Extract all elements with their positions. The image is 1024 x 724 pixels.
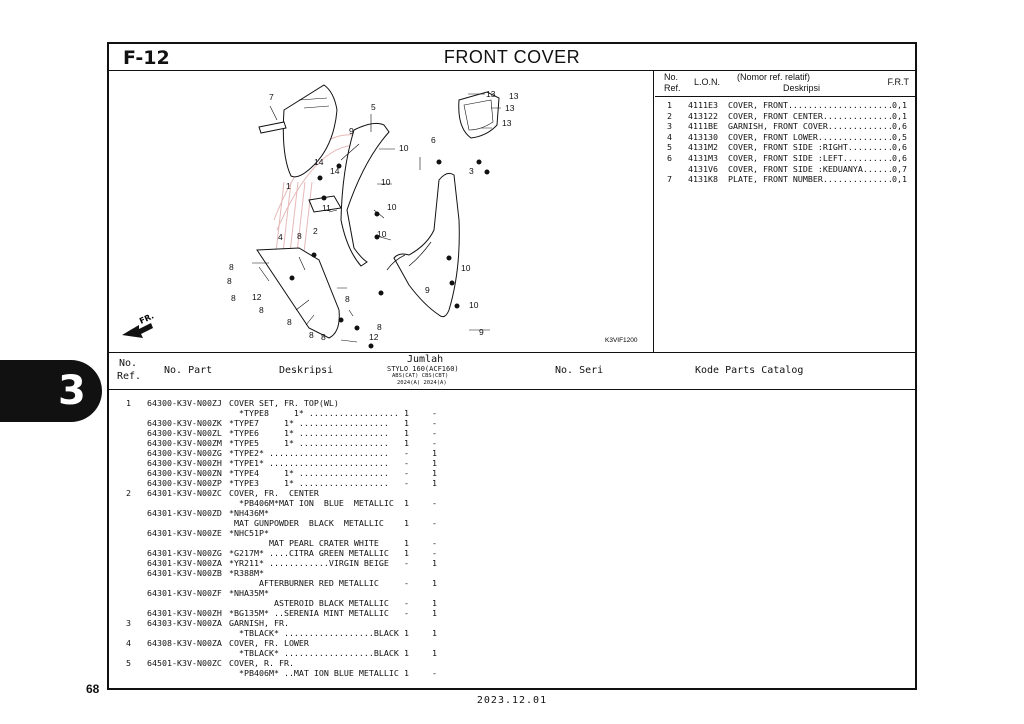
table-row [109, 458, 915, 468]
parts-desc: *TYPE8 1* .................. [229, 408, 399, 418]
reference-no: 1 [667, 100, 672, 110]
th-year: 2024(A) 2024(A) [397, 380, 447, 386]
ref-head-lon: L.O.N. [694, 77, 721, 87]
callout-number: 8 [309, 330, 314, 340]
reference-desc: COVER, FRONT SIDE :KEDUANYA...... [728, 163, 893, 174]
callout-number: 8 [259, 305, 264, 315]
parts-q1: 1 [404, 498, 409, 508]
parts-part: 64303-K3V-N00ZA [147, 618, 222, 628]
parts-part: 64308-K3V-N00ZA [147, 638, 222, 648]
table-row [109, 568, 915, 578]
table-row [109, 538, 915, 548]
callout-number: 10 [399, 143, 409, 153]
table-row [109, 598, 915, 608]
ref-head-desc: Deskripsi [783, 83, 821, 93]
parts-part: 64301-K3V-N00ZE [147, 528, 222, 538]
reference-lon: 4111BE [688, 121, 718, 132]
reference-no: 5 [667, 142, 672, 153]
reference-row [655, 174, 917, 185]
reference-lon: 4111E3 [688, 100, 718, 110]
parts-q1: - [404, 558, 409, 568]
reference-lon: 413122 [688, 110, 718, 121]
parts-desc: *NH436M* [229, 508, 269, 518]
part-front-cover [283, 85, 337, 177]
table-row [109, 498, 915, 508]
parts-desc: *G217M* ....CITRA GREEN METALLIC [229, 548, 389, 558]
callout-number: 13 [505, 103, 515, 113]
parts-part: 64300-K3V-N00ZH [147, 458, 222, 468]
front-direction-label: FR. [138, 311, 156, 326]
parts-desc: *BG135M* ..SERENIA MINT METALLIC [229, 608, 389, 618]
callout-number: 8 [345, 294, 350, 304]
reference-lon: 4131M3 [688, 152, 718, 163]
parts-part: 64501-K3V-N00ZC [147, 658, 222, 668]
parts-q1: 1 [404, 538, 409, 548]
parts-q2: - [432, 518, 437, 528]
reference-frt: 0,7 [892, 163, 907, 174]
reference-row [655, 164, 917, 175]
parts-ref: 2 [126, 488, 131, 498]
parts-q1: 1 [404, 548, 409, 558]
reference-frt: 0,6 [892, 152, 907, 163]
reference-row [655, 153, 917, 164]
callout-number: 8 [297, 231, 302, 241]
callout-number: 13 [502, 118, 512, 128]
parts-desc: AFTERBURNER RED METALLIC [229, 578, 379, 588]
parts-q1: - [404, 578, 409, 588]
table-row [109, 508, 915, 518]
parts-table-header [109, 352, 915, 390]
reference-desc: COVER, FRONT SIDE :LEFT.......... [728, 152, 893, 163]
page-header [109, 44, 915, 71]
callout-number: 8 [227, 276, 232, 286]
parts-q1: - [404, 598, 409, 608]
part-number-plate [259, 122, 286, 133]
parts-desc: *TYPE5 1* .................. [229, 438, 389, 448]
th-part: No. Part [164, 365, 213, 376]
reference-row [655, 121, 917, 132]
parts-q1: - [404, 448, 409, 458]
page-title: FRONT COVER [443, 47, 581, 67]
callout-number: 9 [349, 126, 354, 136]
parts-desc: *TBLACK* ..................BLACK [229, 628, 399, 638]
parts-part: 64301-K3V-N00ZA [147, 558, 222, 568]
parts-part: 64301-K3V-N00ZH [147, 608, 222, 618]
th-model: STYLO 160(ACF160) [387, 365, 459, 373]
parts-part: 64301-K3V-N00ZD [147, 508, 222, 518]
parts-desc: ASTEROID BLACK METALLIC [229, 598, 389, 608]
parts-q2: - [432, 538, 437, 548]
th-ref: Ref. [117, 371, 142, 382]
reference-desc: COVER, FRONT SIDE :RIGHT......... [728, 142, 893, 153]
reference-frt: 0,1 [892, 174, 907, 185]
callout-number: 8 [287, 317, 292, 327]
table-row [109, 438, 915, 448]
catalog-frame [107, 42, 917, 690]
callout-number: 8 [229, 262, 234, 272]
reference-frt: 0,1 [892, 100, 907, 110]
parts-part: 64301-K3V-N00ZB [147, 568, 222, 578]
parts-ref: 3 [126, 618, 131, 628]
callout-number: 8 [231, 293, 236, 303]
parts-q1: 1 [404, 518, 409, 528]
parts-desc: *NHA35M* [229, 588, 269, 598]
parts-q1: - [404, 468, 409, 478]
th-jumlah: Jumlah [407, 354, 444, 365]
parts-part: 64300-K3V-N00ZM [147, 438, 222, 448]
reference-header [655, 70, 917, 97]
parts-ref: 1 [126, 398, 131, 408]
parts-part: 64301-K3V-N00ZG [147, 548, 222, 558]
front-direction-arrow [122, 311, 155, 338]
reference-frt: 0,5 [892, 131, 907, 142]
reference-desc: COVER, FRONT CENTER.............. [728, 110, 893, 121]
parts-desc: *TYPE2* ........................ [229, 448, 389, 458]
parts-part: 64300-K3V-N00ZN [147, 468, 222, 478]
parts-desc: MAT PEARL CRATER WHITE [229, 538, 379, 548]
parts-q2: 1 [432, 578, 437, 588]
callout-number: 8 [377, 322, 382, 332]
table-row [109, 578, 915, 588]
parts-q2: 1 [432, 458, 437, 468]
section-tab-number: 3 [58, 368, 86, 414]
parts-q1: - [404, 478, 409, 488]
th-no: No. [119, 358, 138, 369]
reference-panel [655, 70, 917, 352]
callout-number: 14 [314, 157, 324, 167]
parts-q1: 1 [404, 668, 409, 678]
parts-q1: 1 [404, 648, 409, 658]
parts-q1: 1 [404, 418, 409, 428]
table-row [109, 468, 915, 478]
parts-q1: 1 [404, 438, 409, 448]
parts-desc: *R388M* [229, 568, 264, 578]
parts-desc: *TYPE1* ........................ [229, 458, 389, 468]
parts-desc: *TBLACK* ..................BLACK [229, 648, 399, 658]
reference-frt: 0,1 [892, 110, 907, 121]
table-row [109, 398, 915, 408]
parts-part: 64300-K3V-N00ZL [147, 428, 222, 438]
parts-q2: 1 [432, 448, 437, 458]
parts-q1: 1 [404, 408, 409, 418]
parts-q2: - [432, 438, 437, 448]
callout-number: 5 [371, 102, 376, 112]
table-row [109, 408, 915, 418]
reference-desc: GARNISH, FRONT COVER............. [728, 121, 893, 132]
parts-desc: *YR211* ............VIRGIN BEIGE [229, 558, 389, 568]
parts-ref: 5 [126, 658, 131, 668]
reference-desc: COVER, FRONT LOWER............... [728, 131, 893, 142]
parts-q2: 1 [432, 558, 437, 568]
reference-desc: PLATE, FRONT NUMBER.............. [728, 174, 893, 185]
parts-desc: *PB406M*MAT ION BLUE METALLIC [229, 498, 394, 508]
reference-row [655, 142, 917, 153]
parts-q2: 1 [432, 608, 437, 618]
parts-desc: MAT GUNPOWDER BLACK METALLIC [229, 518, 384, 528]
table-row [109, 628, 915, 638]
callout-number: 10 [461, 263, 471, 273]
callout-number: 13 [509, 91, 519, 101]
callout-number: 14 [330, 166, 340, 176]
parts-q1: - [404, 608, 409, 618]
diagram-code: K3VIF1200 [605, 337, 638, 344]
reference-list [655, 100, 917, 185]
parts-desc: COVER, R. FR. [229, 658, 294, 668]
table-row [109, 618, 915, 628]
callout-number: 7 [269, 92, 274, 102]
parts-ref: 4 [126, 638, 131, 648]
reference-no: 3 [667, 121, 672, 132]
parts-q1: 1 [404, 428, 409, 438]
callout-number: 13 [486, 89, 496, 99]
callout-number: 9 [425, 285, 430, 295]
table-row [109, 558, 915, 568]
reference-row [655, 100, 917, 111]
callout-number: 6 [431, 135, 436, 145]
table-row [109, 658, 915, 668]
table-row [109, 608, 915, 618]
table-row [109, 488, 915, 498]
parts-q1: 1 [404, 628, 409, 638]
table-row [109, 548, 915, 558]
th-desc: Deskripsi [279, 365, 334, 376]
callout-number: 4 [278, 232, 283, 242]
parts-desc: *TYPE6 1* .................. [229, 428, 389, 438]
table-row [109, 518, 915, 528]
reference-row [655, 111, 917, 122]
th-seri: No. Seri [555, 365, 604, 376]
callout-number: 10 [387, 202, 397, 212]
callout-number: 8 [321, 332, 326, 342]
table-row [109, 428, 915, 438]
part-front-lower [257, 248, 339, 338]
parts-desc: COVER, FR. LOWER [229, 638, 309, 648]
parts-part: 64300-K3V-N00ZK [147, 418, 222, 428]
th-variant: ABS(CAT) CBS(CBT) [392, 373, 449, 379]
parts-q2: - [432, 428, 437, 438]
parts-part: 64300-K3V-N00ZG [147, 448, 222, 458]
parts-part: 64300-K3V-N00ZJ [147, 398, 222, 408]
reference-lon: 4131V6 [688, 163, 718, 174]
callout-number: 3 [469, 166, 474, 176]
table-row [109, 588, 915, 598]
publication-date: 2023.12.01 [476, 695, 548, 706]
section-tab [0, 360, 102, 422]
reference-frt: 0,6 [892, 142, 907, 153]
callout-number: 1 [286, 181, 291, 191]
parts-desc: *TYPE3 1* .................. [229, 478, 389, 488]
part-side-cover-left [394, 173, 459, 316]
callout-number: 10 [377, 229, 387, 239]
part-side-cover-right [341, 123, 389, 266]
callout-number: 11 [322, 203, 331, 213]
parts-desc: COVER, FR. CENTER [229, 488, 319, 498]
reference-no: 4 [667, 131, 672, 142]
diagram-drawing [109, 70, 653, 352]
parts-q2: - [432, 408, 437, 418]
parts-q2: - [432, 418, 437, 428]
reference-lon: 4131K8 [688, 174, 718, 185]
parts-q2: - [432, 498, 437, 508]
parts-part: 64301-K3V-N00ZF [147, 588, 222, 598]
callout-number: 9 [479, 327, 484, 337]
callout-number: 2 [313, 226, 318, 236]
callout-number: 12 [369, 332, 379, 342]
figure-code: F-12 [123, 47, 170, 69]
table-row [109, 478, 915, 488]
parts-desc: *PB406M* ..MAT ION BLUE METALLIC [229, 668, 399, 678]
parts-q2: - [432, 548, 437, 558]
callout-number: 12 [252, 292, 262, 302]
reference-row [655, 132, 917, 143]
table-row [109, 648, 915, 658]
parts-q2: 1 [432, 598, 437, 608]
page-number: 68 [86, 682, 100, 696]
reference-lon: 4131M2 [688, 142, 718, 153]
parts-q2: - [432, 668, 437, 678]
exploded-diagram [109, 70, 654, 352]
reference-no: 7 [667, 174, 672, 185]
table-row [109, 668, 915, 678]
table-row [109, 528, 915, 538]
parts-desc: COVER SET, FR. TOP(WL) [229, 398, 339, 408]
reference-no: 2 [667, 110, 672, 121]
parts-desc: *TYPE7 1* .................. [229, 418, 389, 428]
ref-head-nomor: (Nomor ref. relatif) [737, 72, 811, 82]
parts-desc: GARNISH, FR. [229, 618, 289, 628]
callout-number: 10 [469, 300, 479, 310]
reference-frt: 0,6 [892, 121, 907, 132]
ref-head-no: No. [664, 72, 679, 82]
parts-table-body [109, 398, 915, 678]
parts-q2: 1 [432, 628, 437, 638]
th-kode: Kode Parts Catalog [695, 365, 804, 376]
parts-desc: *TYPE4 1* .................. [229, 468, 389, 478]
parts-desc: *NHC51P* [229, 528, 269, 538]
ref-head-ref: Ref. [664, 83, 681, 93]
parts-q2: 1 [432, 478, 437, 488]
reference-lon: 413130 [688, 131, 718, 142]
callout-number: 10 [381, 177, 391, 187]
parts-q1: - [404, 458, 409, 468]
parts-part: 64301-K3V-N00ZC [147, 488, 222, 498]
table-row [109, 638, 915, 648]
reference-desc: COVER, FRONT..................... [728, 100, 893, 110]
parts-q2: 1 [432, 648, 437, 658]
table-row [109, 418, 915, 428]
parts-part: 64300-K3V-N00ZP [147, 478, 222, 488]
ref-head-frt: F.R.T [887, 77, 909, 87]
table-row [109, 448, 915, 458]
reference-no: 6 [667, 152, 672, 163]
parts-q2: 1 [432, 468, 437, 478]
